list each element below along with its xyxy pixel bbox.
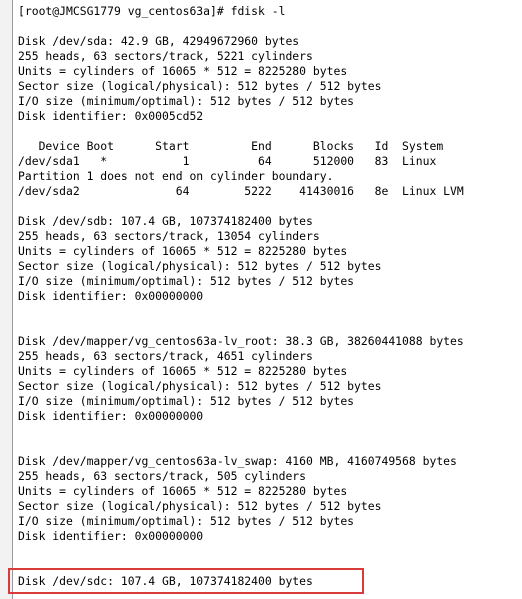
- terminal-line: I/O size (minimum/optimal): 512 bytes / 512 bytes: [18, 514, 355, 528]
- terminal-line: [root@JMCSG1779 vg_centos63a]# fdisk -l: [18, 4, 286, 18]
- terminal-line: 255 heads, 63 sectors/track, 5221 cylinders: [18, 49, 313, 63]
- terminal-line: [18, 439, 522, 454]
- terminal-line: Disk /dev/sdb: 107.4 GB, 107374182400 bytes: [18, 214, 313, 228]
- terminal-line: Sector size (logical/physical): 512 bytes / 512 bytes: [18, 259, 382, 273]
- terminal-border: [12, 0, 13, 599]
- terminal-line: 255 heads, 63 sectors/track, 505 cylinders: [18, 469, 307, 483]
- terminal-line: Disk /dev/mapper/vg_centos63a-lv_root: 38.3 GB, 38260441088 bytes: [18, 334, 464, 348]
- terminal-line: Disk /dev/mapper/vg_centos63a-lv_swap: 4160 MB, 4160749568 bytes: [18, 454, 457, 468]
- terminal-left-gutter: [0, 0, 12, 599]
- terminal-line: [18, 319, 522, 334]
- terminal-line: Disk identifier: 0x0005cd52: [18, 109, 204, 123]
- terminal-line: 255 heads, 63 sectors/track, 13054 cylinders: [18, 229, 320, 243]
- terminal-line: Partition 1 does not end on cylinder boundary.: [18, 169, 334, 183]
- terminal-line: [18, 424, 522, 439]
- terminal-line: [18, 199, 522, 214]
- terminal-output: [18, 4, 522, 589]
- terminal-line: Units = cylinders of 16065 * 512 = 8225280 bytes: [18, 364, 348, 378]
- terminal-line: [18, 304, 522, 319]
- terminal-line: Sector size (logical/physical): 512 bytes / 512 bytes: [18, 79, 382, 93]
- terminal-line: [18, 19, 522, 34]
- terminal-line: /dev/sda2 64 5222 41430016 8e Linux LVM: [18, 184, 464, 198]
- terminal-line: Disk identifier: 0x00000000: [18, 409, 204, 423]
- terminal-line: Units = cylinders of 16065 * 512 = 8225280 bytes: [18, 244, 348, 258]
- terminal-line-highlighted: Disk /dev/sdc: 107.4 GB, 107374182400 bytes: [18, 574, 313, 588]
- terminal-line: [18, 124, 522, 139]
- terminal-line: 255 heads, 63 sectors/track, 4651 cylinders: [18, 349, 313, 363]
- terminal-line: Disk /dev/sda: 42.9 GB, 42949672960 bytes: [18, 34, 300, 48]
- terminal-line: Sector size (logical/physical): 512 bytes / 512 bytes: [18, 379, 382, 393]
- terminal-line: Device Boot Start End Blocks Id System: [18, 139, 444, 153]
- terminal-line: I/O size (minimum/optimal): 512 bytes / 512 bytes: [18, 274, 355, 288]
- terminal-line: [18, 559, 522, 574]
- terminal-line: Sector size (logical/physical): 512 bytes / 512 bytes: [18, 499, 382, 513]
- terminal-line: I/O size (minimum/optimal): 512 bytes / 512 bytes: [18, 394, 355, 408]
- terminal-line: Disk identifier: 0x00000000: [18, 529, 204, 543]
- terminal-line: Disk identifier: 0x00000000: [18, 289, 204, 303]
- terminal-line: I/O size (minimum/optimal): 512 bytes / 512 bytes: [18, 94, 355, 108]
- terminal-line: [18, 544, 522, 559]
- terminal-line: Units = cylinders of 16065 * 512 = 8225280 bytes: [18, 64, 348, 78]
- terminal-line: /dev/sda1 * 1 64 512000 83 Linux: [18, 154, 437, 168]
- terminal-line: Units = cylinders of 16065 * 512 = 8225280 bytes: [18, 484, 348, 498]
